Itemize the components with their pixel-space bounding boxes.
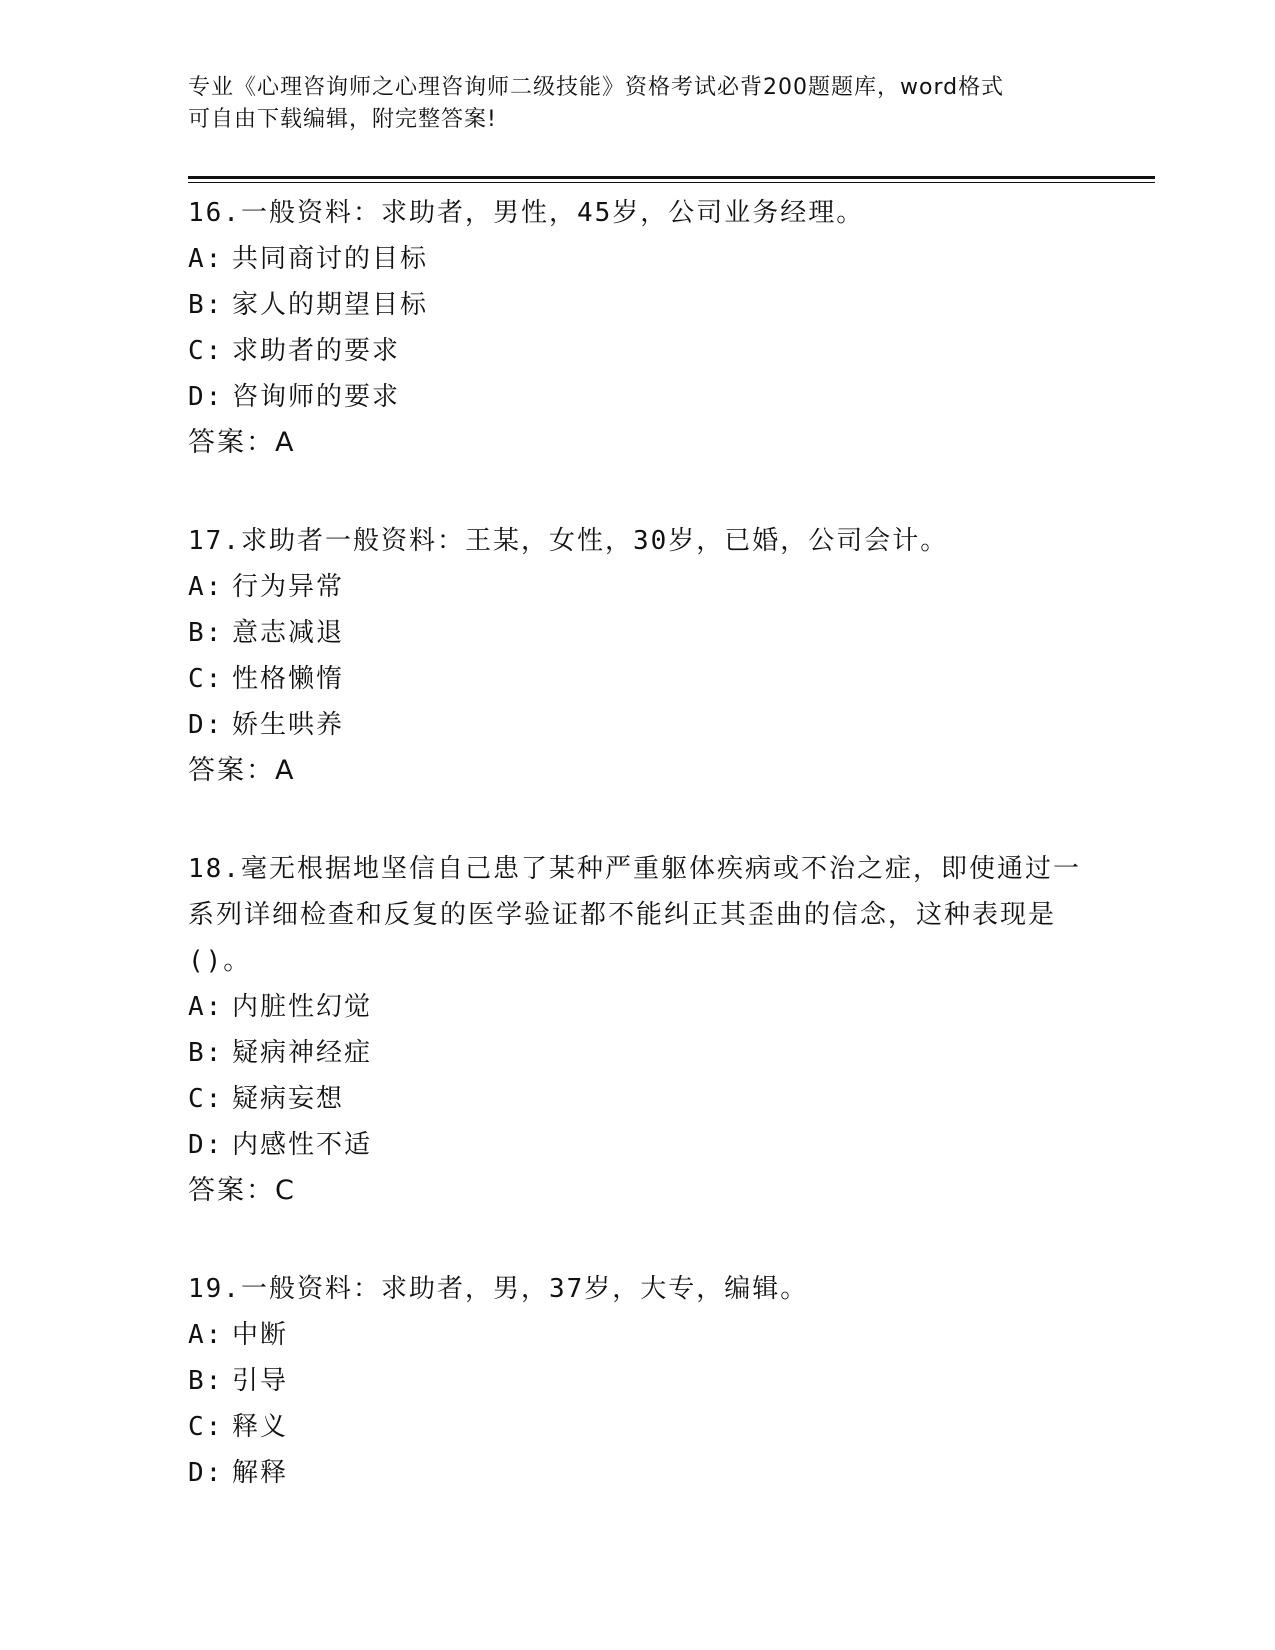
option-d <box>188 1122 1088 1168</box>
question-19 <box>188 1266 1088 1496</box>
question-18 <box>188 846 1088 1214</box>
question-stem: 17.求助者一般资料：王某，女性，30岁，已婚，公司会计。 <box>188 526 949 556</box>
option-letter: D: <box>188 1130 224 1160</box>
question-stem: 16.一般资料：求助者，男性，45岁，公司业务经理。 <box>188 198 865 228</box>
header-line-2: 可自由下载编辑，附完整答案! <box>188 107 497 132</box>
option-letter: A: <box>188 572 224 602</box>
question-stem: 18.毫无根据地坚信自己患了某种严重躯体疾病或不治之症，即使通过一系列详细检查和反复的医学验证都不能纠正其歪曲的信念，这种表现是()。 <box>188 854 1081 976</box>
option-d <box>188 1450 1088 1496</box>
option-text: 娇生哄养 <box>232 710 345 740</box>
option-text: 共同商讨的目标 <box>232 244 429 274</box>
option-text: 疑病妄想 <box>232 1084 345 1114</box>
option-a <box>188 984 1088 1030</box>
option-letter: C: <box>188 1412 224 1442</box>
option-c <box>188 1404 1088 1450</box>
option-b <box>188 610 1088 656</box>
option-letter: B: <box>188 1366 224 1396</box>
option-d <box>188 374 1088 420</box>
option-b <box>188 1030 1088 1076</box>
option-a <box>188 1312 1088 1358</box>
option-letter: C: <box>188 1084 224 1114</box>
option-c <box>188 656 1088 702</box>
option-text: 意志减退 <box>232 618 345 648</box>
option-b <box>188 1358 1088 1404</box>
option-c <box>188 1076 1088 1122</box>
option-b <box>188 282 1088 328</box>
option-text: 性格懒惰 <box>232 664 345 694</box>
question-spacer <box>188 1214 1088 1266</box>
option-text: 引导 <box>232 1366 289 1396</box>
option-text: 咨询师的要求 <box>232 382 401 412</box>
option-letter: D: <box>188 1458 224 1488</box>
option-letter: D: <box>188 710 224 740</box>
option-letter: A: <box>188 244 224 274</box>
header-divider-thick <box>188 176 1155 179</box>
option-text: 行为异常 <box>232 572 345 602</box>
document-header <box>188 72 1068 136</box>
option-letter: A: <box>188 992 224 1022</box>
option-letter: B: <box>188 618 224 648</box>
question-stem: 19.一般资料：求助者，男，37岁，大专，编辑。 <box>188 1274 809 1304</box>
option-letter: B: <box>188 1038 224 1068</box>
answer-line: 答案：C <box>188 1175 296 1206</box>
answer-line: 答案：A <box>188 755 296 786</box>
option-text: 求助者的要求 <box>232 336 401 366</box>
option-text: 释义 <box>232 1412 289 1442</box>
header-divider-thin <box>188 182 1155 183</box>
option-text: 家人的期望目标 <box>232 290 429 320</box>
option-letter: D: <box>188 382 224 412</box>
option-letter: C: <box>188 664 224 694</box>
option-text: 中断 <box>232 1320 289 1350</box>
option-text: 疑病神经症 <box>232 1038 373 1068</box>
option-text: 内脏性幻觉 <box>232 992 373 1022</box>
option-text: 内感性不适 <box>232 1130 373 1160</box>
option-text: 解释 <box>232 1458 289 1488</box>
option-a <box>188 564 1088 610</box>
answer-line: 答案：A <box>188 427 296 458</box>
question-16 <box>188 190 1088 466</box>
option-letter: B: <box>188 290 224 320</box>
option-c <box>188 328 1088 374</box>
option-letter: C: <box>188 336 224 366</box>
option-d <box>188 702 1088 748</box>
question-spacer <box>188 794 1088 846</box>
question-spacer <box>188 466 1088 518</box>
option-letter: A: <box>188 1320 224 1350</box>
header-line-1: 专业《心理咨询师之心理咨询师二级技能》资格考试必背200题题库，word格式 <box>188 75 1005 100</box>
question-list <box>188 190 1088 1496</box>
option-a <box>188 236 1088 282</box>
question-17 <box>188 518 1088 794</box>
